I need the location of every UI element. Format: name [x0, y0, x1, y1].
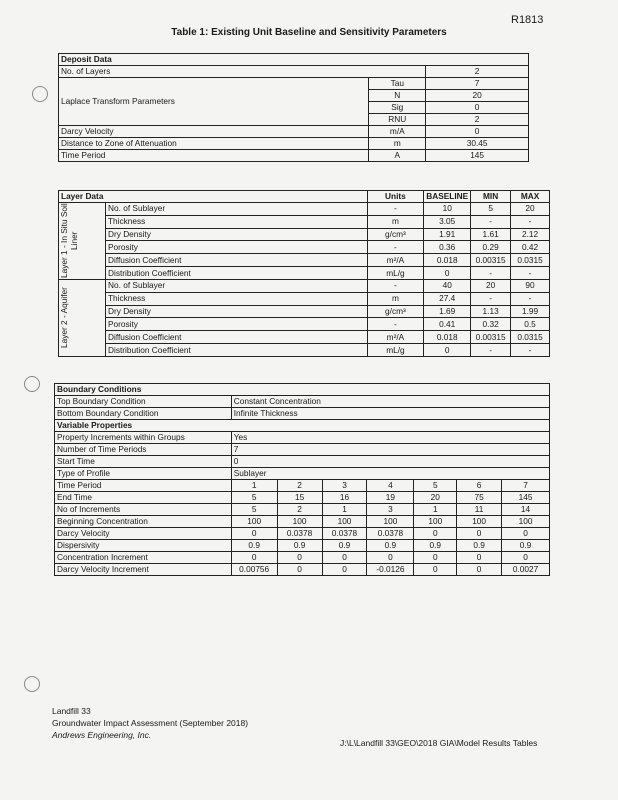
- grid-cell: 100: [457, 516, 502, 528]
- laplace-param: Tau: [369, 78, 426, 90]
- layer-min: 1.61: [471, 228, 511, 241]
- deposit-row-value: 145: [426, 150, 529, 162]
- grid-cell: 0.9: [457, 540, 502, 552]
- laplace-param: N: [369, 90, 426, 102]
- grid-cell: 0.9: [322, 540, 367, 552]
- layer-param: No. of Sublayer: [105, 203, 367, 216]
- layer-param: Porosity: [105, 318, 367, 331]
- bottom-boundary-label: Bottom Boundary Condition: [55, 408, 232, 420]
- layer-param: Dry Density: [105, 228, 367, 241]
- grid-row: [55, 540, 550, 552]
- deposit-row-unit: m: [369, 138, 426, 150]
- grid-cell: 4: [367, 480, 414, 492]
- grid-cell: 145: [502, 492, 550, 504]
- grid-cell: 2: [277, 480, 322, 492]
- laplace-param: Sig: [369, 102, 426, 114]
- grid-cell: 0: [322, 552, 367, 564]
- footer: [52, 705, 248, 741]
- layer-max: 90: [511, 280, 550, 293]
- grid-cell: 5: [231, 492, 277, 504]
- layer-baseline: 1.91: [424, 228, 471, 241]
- grid-cell: 100: [277, 516, 322, 528]
- layer-baseline: 40: [424, 280, 471, 293]
- layer-max: 0.42: [511, 241, 550, 254]
- grid-row-label: Beginning Concentration: [55, 516, 232, 528]
- layer-baseline: 0: [424, 344, 471, 357]
- property-increments-value: Yes: [231, 432, 549, 444]
- grid-row-label: Darcy Velocity Increment: [55, 564, 232, 576]
- deposit-row-unit: m/A: [369, 126, 426, 138]
- layer-param: No. of Sublayer: [105, 280, 367, 293]
- grid-cell: 7: [502, 480, 550, 492]
- layer-min: 0.32: [471, 318, 511, 331]
- grid-cell: -0.0126: [367, 564, 414, 576]
- grid-cell: 75: [457, 492, 502, 504]
- col-header-baseline: BASELINE: [424, 191, 471, 203]
- grid-cell: 0.00756: [231, 564, 277, 576]
- layer-max: 2.12: [511, 228, 550, 241]
- layer-max: 20: [511, 203, 550, 216]
- time-period-grid: [55, 480, 550, 576]
- layer-min: -: [471, 267, 511, 280]
- layer-max: 0.0315: [511, 254, 550, 267]
- variable-properties-header: Variable Properties: [55, 420, 550, 432]
- top-boundary-label: Top Boundary Condition: [55, 396, 232, 408]
- grid-cell: 3: [322, 480, 367, 492]
- layer-baseline: 3.05: [424, 215, 471, 228]
- number-time-periods-value: 7: [231, 444, 549, 456]
- layer-baseline: 0.36: [424, 241, 471, 254]
- layer-max: 0.0315: [511, 331, 550, 344]
- grid-cell: 100: [231, 516, 277, 528]
- grid-row: [55, 552, 550, 564]
- layer-min: 1.13: [471, 305, 511, 318]
- footer-project: Landfill 33: [52, 706, 91, 716]
- layer-baseline: 0.41: [424, 318, 471, 331]
- grid-cell: 5: [231, 504, 277, 516]
- layer1-label: Layer 1 - In Situ Soil Liner: [59, 203, 80, 279]
- grid-cell: 0.9: [231, 540, 277, 552]
- grid-cell: 0: [231, 552, 277, 564]
- grid-cell: 2: [277, 504, 322, 516]
- grid-cell: 14: [502, 504, 550, 516]
- layer-baseline: 0: [424, 267, 471, 280]
- col-header-min: MIN: [471, 191, 511, 203]
- grid-cell: 0: [457, 528, 502, 540]
- layer-baseline: 27.4: [424, 292, 471, 305]
- page-title: Table 1: Existing Unit Baseline and Sensitivity Parameters: [171, 27, 447, 38]
- grid-row: [55, 516, 550, 528]
- layer-param: Distribution Coefficient: [105, 344, 367, 357]
- grid-cell: 100: [322, 516, 367, 528]
- grid-cell: 0.0378: [367, 528, 414, 540]
- layer-baseline: 0.018: [424, 254, 471, 267]
- deposit-row-unit: A: [369, 150, 426, 162]
- grid-cell: 0: [414, 564, 457, 576]
- grid-cell: 1: [414, 504, 457, 516]
- layer-header: Layer Data: [59, 191, 368, 203]
- profile-type-value: Sublayer: [231, 468, 549, 480]
- start-time-value: 0: [231, 456, 549, 468]
- layer-unit: -: [367, 280, 424, 293]
- grid-cell: 0: [277, 564, 322, 576]
- layer-max: -: [511, 292, 550, 305]
- bottom-boundary-value: Infinite Thickness: [231, 408, 549, 420]
- grid-row-label: Dispersivity: [55, 540, 232, 552]
- layer-data-table: [58, 190, 550, 357]
- grid-row: [55, 504, 550, 516]
- grid-cell: 0: [231, 528, 277, 540]
- layer-min: 20: [471, 280, 511, 293]
- grid-cell: 0: [414, 528, 457, 540]
- grid-cell: 100: [414, 516, 457, 528]
- grid-cell: 20: [414, 492, 457, 504]
- layer-min: 5: [471, 203, 511, 216]
- grid-row-label: Darcy Velocity: [55, 528, 232, 540]
- laplace-param: RNU: [369, 114, 426, 126]
- grid-row: [55, 564, 550, 576]
- laplace-value: 2: [426, 114, 529, 126]
- grid-cell: 100: [367, 516, 414, 528]
- layer-min: 0.00315: [471, 331, 511, 344]
- grid-cell: 0: [322, 564, 367, 576]
- grid-cell: 0.0027: [502, 564, 550, 576]
- layer-unit: -: [367, 318, 424, 331]
- laplace-value: 20: [426, 90, 529, 102]
- layer-max: -: [511, 215, 550, 228]
- layer-unit: mL/g: [367, 344, 424, 357]
- grid-row: [55, 528, 550, 540]
- grid-cell: 1: [231, 480, 277, 492]
- punch-hole-icon: [24, 676, 40, 692]
- layer-unit: -: [367, 203, 424, 216]
- layer-max: -: [511, 344, 550, 357]
- top-boundary-value: Constant Concentration: [231, 396, 549, 408]
- grid-cell: 0.9: [367, 540, 414, 552]
- grid-cell: 0.9: [277, 540, 322, 552]
- layer-param: Diffusion Coefficient: [105, 331, 367, 344]
- grid-cell: 0.9: [502, 540, 550, 552]
- deposit-row-value: 30.45: [426, 138, 529, 150]
- punch-hole-icon: [24, 376, 40, 392]
- grid-row-label: Time Period: [55, 480, 232, 492]
- layer-min: -: [471, 292, 511, 305]
- layer-min: -: [471, 215, 511, 228]
- footer-report: Groundwater Impact Assessment (September 2018): [52, 718, 249, 728]
- layer-param: Dry Density: [105, 305, 367, 318]
- layer-baseline: 0.018: [424, 331, 471, 344]
- layer-min: 0.29: [471, 241, 511, 254]
- layer-unit: g/cm³: [367, 305, 424, 318]
- col-header-max: MAX: [511, 191, 550, 203]
- grid-cell: 19: [367, 492, 414, 504]
- footer-company: Andrews Engineering, Inc.: [52, 730, 152, 740]
- grid-row-label: Concentration Increment: [55, 552, 232, 564]
- layer2-label: Layer 2 - Aquifer: [59, 287, 70, 349]
- layer-max: -: [511, 267, 550, 280]
- grid-cell: 6: [457, 480, 502, 492]
- boundary-conditions-table: [54, 383, 550, 576]
- grid-cell: 11: [457, 504, 502, 516]
- grid-row-label: No of Increments: [55, 504, 232, 516]
- grid-cell: 0.0378: [322, 528, 367, 540]
- start-time-label: Start Time: [55, 456, 232, 468]
- document-id: R1813: [511, 14, 544, 26]
- deposit-row-value: 0: [426, 126, 529, 138]
- deposit-data-table: [58, 53, 529, 162]
- layer-param: Diffusion Coefficient: [105, 254, 367, 267]
- layer-param: Distribution Coefficient: [105, 267, 367, 280]
- deposit-row-label: Distance to Zone of Attenuation: [59, 138, 369, 150]
- layer-unit: m: [367, 292, 424, 305]
- grid-row: [55, 480, 550, 492]
- grid-row: [55, 492, 550, 504]
- grid-cell: 16: [322, 492, 367, 504]
- deposit-row-label: Darcy Velocity: [59, 126, 369, 138]
- property-increments-label: Property Increments within Groups: [55, 432, 232, 444]
- grid-cell: 15: [277, 492, 322, 504]
- layer-param: Thickness: [105, 292, 367, 305]
- layer-unit: m²/A: [367, 254, 424, 267]
- deposit-row-label: Time Period: [59, 150, 369, 162]
- deposit-header: Deposit Data: [59, 54, 529, 66]
- grid-cell: 3: [367, 504, 414, 516]
- layer-max: 0.5: [511, 318, 550, 331]
- col-header-units: Units: [367, 191, 424, 203]
- grid-cell: 0.9: [414, 540, 457, 552]
- grid-row-label: End Time: [55, 492, 232, 504]
- profile-type-label: Type of Profile: [55, 468, 232, 480]
- grid-cell: 0: [502, 528, 550, 540]
- layer-unit: -: [367, 241, 424, 254]
- grid-cell: 0: [367, 552, 414, 564]
- grid-cell: 0.0378: [277, 528, 322, 540]
- number-time-periods-label: Number of Time Periods: [55, 444, 232, 456]
- layer-unit: g/cm³: [367, 228, 424, 241]
- no-layers-label: No. of Layers: [59, 66, 426, 78]
- file-path: J:\L\Landfill 33\GEO\2018 GIA\Model Results Tables: [340, 738, 538, 748]
- layer-baseline: 10: [424, 203, 471, 216]
- layer-param: Thickness: [105, 215, 367, 228]
- grid-cell: 0: [502, 552, 550, 564]
- layer-max: 1.99: [511, 305, 550, 318]
- grid-cell: 0: [277, 552, 322, 564]
- layer-min: -: [471, 344, 511, 357]
- layer-unit: mL/g: [367, 267, 424, 280]
- grid-cell: 5: [414, 480, 457, 492]
- layer-param: Porosity: [105, 241, 367, 254]
- laplace-value: 0: [426, 102, 529, 114]
- grid-cell: 0: [457, 552, 502, 564]
- grid-cell: 1: [322, 504, 367, 516]
- grid-cell: 100: [502, 516, 550, 528]
- grid-cell: 0: [414, 552, 457, 564]
- grid-cell: 0: [457, 564, 502, 576]
- layer-unit: m: [367, 215, 424, 228]
- punch-hole-icon: [32, 86, 48, 102]
- layer-baseline: 1.69: [424, 305, 471, 318]
- layer-min: 0.00315: [471, 254, 511, 267]
- layer-unit: m²/A: [367, 331, 424, 344]
- laplace-value: 7: [426, 78, 529, 90]
- boundary-header: Boundary Conditions: [55, 384, 550, 396]
- laplace-label: Laplace Transform Parameters: [59, 78, 369, 126]
- no-layers-value: 2: [426, 66, 529, 78]
